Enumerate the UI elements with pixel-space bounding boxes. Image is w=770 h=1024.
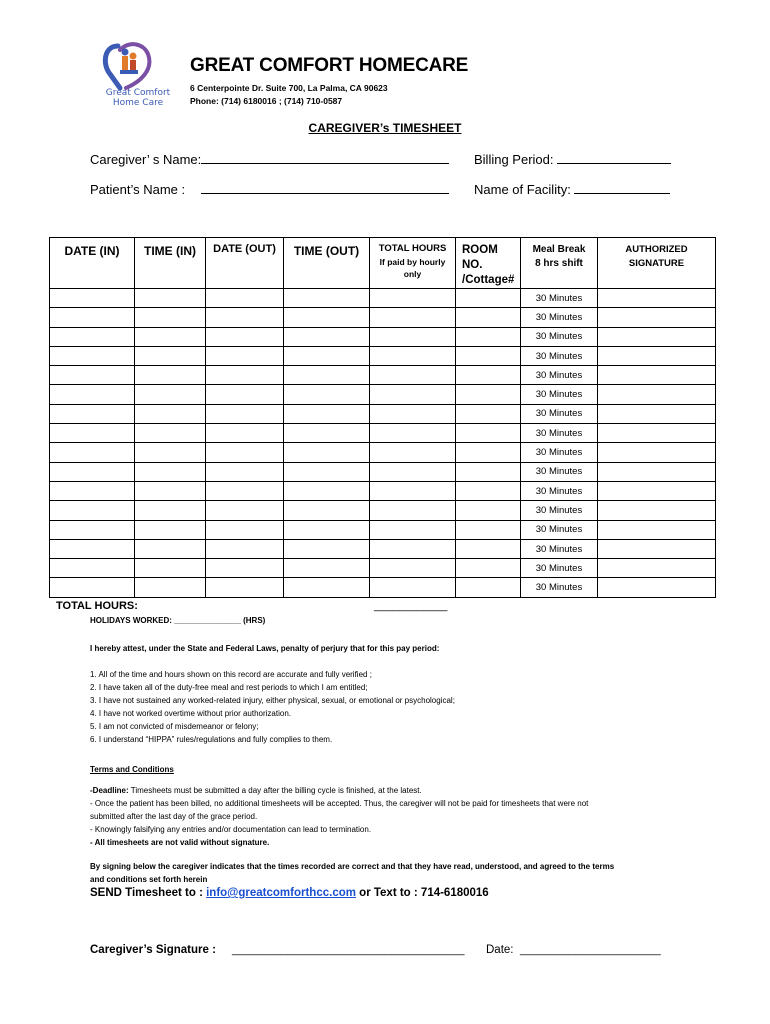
entry-cell[interactable] (206, 366, 284, 385)
entry-cell[interactable] (598, 289, 716, 308)
table-row (50, 308, 716, 327)
entry-cell[interactable] (50, 404, 135, 423)
entry-cell[interactable] (370, 366, 456, 385)
entry-cell[interactable] (456, 481, 521, 500)
entry-cell[interactable] (284, 462, 370, 481)
entry-cell[interactable] (456, 578, 521, 597)
table-row (50, 327, 716, 346)
terms-billed-line1: - Once the patient has been billed, no additional timesheets will be accepted. Thus, the caregiver will not be paid for timesheets that were not (90, 799, 589, 808)
entry-cell[interactable] (50, 559, 135, 578)
entry-cell[interactable] (598, 443, 716, 462)
terms-heading: Terms and Conditions (90, 765, 174, 774)
entry-cell[interactable] (135, 481, 206, 500)
page-title: CAREGIVER’s TIMESHEET (308, 121, 462, 135)
entry-cell[interactable] (135, 366, 206, 385)
entry-cell[interactable] (284, 539, 370, 558)
meal-break-cell: 30 Minutes (521, 539, 598, 558)
col-header-date-out: DATE (OUT) (206, 238, 284, 289)
company-address: 6 Centerpointe Dr. Suite 700, La Palma, CA 90623 (190, 83, 388, 93)
holidays-worked: HOLIDAYS WORKED: _______________ (HRS) (90, 616, 266, 625)
table-row (50, 520, 716, 539)
entry-cell[interactable] (206, 462, 284, 481)
entry-cell[interactable] (206, 443, 284, 462)
entry-cell[interactable] (456, 462, 521, 481)
attestation-item: 3. I have not sustained any worked-related injury, either physical, sexual, or emotional or psychological; (90, 696, 455, 705)
entry-cell[interactable] (135, 501, 206, 520)
entry-cell[interactable] (284, 578, 370, 597)
entry-cell[interactable] (456, 539, 521, 558)
caregiver-signature-line[interactable]: ______________________________________ (232, 944, 465, 956)
total-hours-note: If paid by hourly only (379, 257, 446, 279)
entry-cell[interactable] (598, 520, 716, 539)
entry-cell[interactable] (598, 424, 716, 443)
entry-cell[interactable] (50, 308, 135, 327)
entry-cell[interactable] (370, 520, 456, 539)
entry-cell[interactable] (206, 501, 284, 520)
entry-cell[interactable] (370, 539, 456, 558)
entry-cell[interactable] (135, 424, 206, 443)
table-row (50, 404, 716, 423)
meal-break-cell: 30 Minutes (521, 289, 598, 308)
attestation-list (90, 668, 455, 746)
entry-cell[interactable] (370, 424, 456, 443)
entry-cell[interactable] (206, 308, 284, 327)
company-contact (190, 82, 388, 108)
entry-cell[interactable] (370, 385, 456, 404)
meal-break-cell: 30 Minutes (521, 501, 598, 520)
meal-break-cell: 30 Minutes (521, 520, 598, 539)
logo-text-line2: Home Care (112, 98, 164, 108)
facility-line[interactable] (574, 182, 670, 194)
attestation-intro: I hereby attest, under the State and Federal Laws, penalty of perjury that for this pay period: (90, 644, 440, 653)
entry-cell[interactable] (206, 481, 284, 500)
billing-period-line[interactable] (557, 152, 671, 164)
attestation-item: 4. I have not worked overtime without prior authorization. (90, 709, 291, 718)
col-header-time-out: TIME (OUT) (284, 238, 370, 289)
entry-cell[interactable] (50, 424, 135, 443)
meal-break-cell: 30 Minutes (521, 308, 598, 327)
entry-cell[interactable] (598, 327, 716, 346)
entry-cell[interactable] (370, 559, 456, 578)
entry-cell[interactable] (456, 308, 521, 327)
entry-cell[interactable] (370, 346, 456, 365)
entry-cell[interactable] (50, 289, 135, 308)
entry-cell[interactable] (135, 462, 206, 481)
entry-cell[interactable] (456, 366, 521, 385)
entry-cell[interactable] (456, 385, 521, 404)
entry-cell[interactable] (598, 385, 716, 404)
table-row (50, 346, 716, 365)
patient-name-label: Patient’s Name : (90, 182, 186, 197)
meal-break-cell: 30 Minutes (521, 424, 598, 443)
meal-break-cell: 30 Minutes (521, 327, 598, 346)
entry-cell[interactable] (284, 559, 370, 578)
entry-cell[interactable] (50, 366, 135, 385)
attestation-item: 5. I am not convicted of misdemeanor or felony; (90, 722, 259, 731)
entry-cell[interactable] (598, 462, 716, 481)
entry-cell[interactable] (284, 346, 370, 365)
entry-cell[interactable] (206, 327, 284, 346)
col-header-total-hours: TOTAL HOURS If paid by hourly only (370, 238, 456, 289)
col-header-date-in: DATE (IN) (50, 238, 135, 289)
entry-cell[interactable] (206, 539, 284, 558)
entry-cell[interactable] (206, 520, 284, 539)
billing-period-label: Billing Period: (474, 152, 554, 167)
facility-field[interactable] (474, 182, 670, 197)
entry-cell[interactable] (456, 404, 521, 423)
caregiver-signature-label: Caregiver’s Signature : (90, 944, 216, 956)
entry-cell[interactable] (50, 443, 135, 462)
entry-cell[interactable] (598, 346, 716, 365)
entry-cell[interactable] (135, 559, 206, 578)
company-phone: Phone: (714) 6180016 ; (714) 710-0587 (190, 96, 343, 106)
col-header-signature: AUTHORIZED SIGNATURE (598, 238, 716, 289)
entry-cell[interactable] (370, 481, 456, 500)
entry-cell[interactable] (370, 443, 456, 462)
entry-cell[interactable] (50, 346, 135, 365)
entry-cell[interactable] (598, 501, 716, 520)
entry-cell[interactable] (456, 443, 521, 462)
patient-name-line[interactable] (201, 182, 449, 194)
entry-cell[interactable] (456, 346, 521, 365)
entry-cell[interactable] (284, 308, 370, 327)
entry-cell[interactable] (598, 539, 716, 558)
patient-name-field[interactable] (90, 182, 449, 197)
entry-cell[interactable] (284, 424, 370, 443)
caregiver-name-line[interactable] (201, 152, 449, 164)
entry-cell[interactable] (598, 578, 716, 597)
entry-cell[interactable] (370, 289, 456, 308)
entry-cell[interactable] (135, 404, 206, 423)
entry-cell[interactable] (598, 366, 716, 385)
entry-cell[interactable] (370, 308, 456, 327)
entry-cell[interactable] (456, 559, 521, 578)
company-name: GREAT COMFORT HOMECARE (190, 55, 469, 76)
attestation-item: 1. All of the time and hours shown on this record are accurate and fully verified ; (90, 670, 372, 679)
date-line[interactable]: _______________________ (520, 944, 661, 956)
table-row (50, 481, 716, 500)
entry-cell[interactable] (284, 443, 370, 462)
col-header-meal-break: Meal Break 8 hrs shift (521, 238, 598, 289)
entry-cell[interactable] (284, 520, 370, 539)
entry-cell[interactable] (206, 289, 284, 308)
col-header-room: ROOM NO. /Cottage# (456, 238, 521, 289)
table-row (50, 462, 716, 481)
entry-cell[interactable] (370, 578, 456, 597)
terms-signature-required: - All timesheets are not valid without signature. (90, 838, 270, 847)
entry-cell[interactable] (456, 520, 521, 539)
entry-cell[interactable] (135, 327, 206, 346)
entry-cell[interactable] (598, 404, 716, 423)
send-instructions: SEND Timesheet to : info@greatcomforthcc.com or Text to : 714-6180016 (90, 887, 489, 899)
table-row (50, 443, 716, 462)
entry-cell[interactable] (598, 559, 716, 578)
terms-body (90, 784, 690, 849)
entry-cell[interactable] (598, 308, 716, 327)
entry-cell[interactable] (598, 481, 716, 500)
entry-cell[interactable] (284, 501, 370, 520)
entry-cell[interactable] (135, 385, 206, 404)
meal-break-cell: 30 Minutes (521, 443, 598, 462)
entry-cell[interactable] (284, 327, 370, 346)
col-header-time-in: TIME (IN) (135, 238, 206, 289)
entry-cell[interactable] (135, 308, 206, 327)
entry-cell[interactable] (284, 289, 370, 308)
signing-statement: By signing below the caregiver indicates that the times recorded are correct and that they have read, understood, and agreed to the terms and conditions set forth herein (90, 862, 615, 884)
entry-cell[interactable] (370, 404, 456, 423)
table-row (50, 539, 716, 558)
entry-cell[interactable] (284, 385, 370, 404)
meal-break-cell: 30 Minutes (521, 462, 598, 481)
meal-break-cell: 30 Minutes (521, 559, 598, 578)
email-link[interactable]: info@greatcomforthcc.com (206, 887, 356, 899)
entry-cell[interactable] (50, 462, 135, 481)
attestation-item: 2. I have taken all of the duty-free meal and rest periods to which I am entitled; (90, 683, 368, 692)
entry-cell[interactable] (50, 501, 135, 520)
terms-falsify: - Knowingly falsifying any entries and/or documentation can lead to termination. (90, 825, 372, 834)
total-hours-label: TOTAL HOURS: (56, 600, 138, 612)
table-row (50, 578, 716, 597)
meal-break-cell: 30 Minutes (521, 366, 598, 385)
table-row (50, 289, 716, 308)
entry-cell[interactable] (50, 539, 135, 558)
entry-cell[interactable] (206, 559, 284, 578)
entry-cell[interactable] (50, 578, 135, 597)
entry-cell[interactable] (370, 501, 456, 520)
entry-cell[interactable] (456, 289, 521, 308)
entry-cell[interactable] (284, 404, 370, 423)
meal-break-cell: 30 Minutes (521, 481, 598, 500)
entry-cell[interactable] (206, 385, 284, 404)
meal-break-cell: 30 Minutes (521, 404, 598, 423)
attestation-item: 6. I understand “HIPPA” rules/regulations and fully complies to them. (90, 735, 333, 744)
facility-label: Name of Facility: (474, 182, 571, 197)
entry-cell[interactable] (206, 346, 284, 365)
entry-cell[interactable] (456, 501, 521, 520)
table-row (50, 385, 716, 404)
table-row (50, 501, 716, 520)
table-row (50, 559, 716, 578)
company-logo (96, 36, 176, 116)
entry-cell[interactable] (135, 578, 206, 597)
entry-cell[interactable] (135, 443, 206, 462)
entry-cell[interactable] (370, 462, 456, 481)
entry-cell[interactable] (50, 385, 135, 404)
entry-cell[interactable] (135, 539, 206, 558)
entry-cell[interactable] (135, 346, 206, 365)
meal-break-cell: 30 Minutes (521, 385, 598, 404)
entry-cell[interactable] (284, 366, 370, 385)
table-row (50, 366, 716, 385)
entry-cell[interactable] (456, 327, 521, 346)
terms-billed-line2: submitted after the last day of the grace period. (90, 812, 258, 821)
table-row (50, 424, 716, 443)
entry-cell[interactable] (370, 327, 456, 346)
billing-period-field[interactable] (474, 152, 671, 167)
entry-cell[interactable] (456, 424, 521, 443)
entry-cell[interactable] (50, 481, 135, 500)
caregiver-name-label: Caregiver’ s Name: (90, 152, 202, 167)
entry-cell[interactable] (50, 520, 135, 539)
table-header-row (50, 238, 716, 289)
entry-cell[interactable] (206, 578, 284, 597)
meal-break-cell: 30 Minutes (521, 346, 598, 365)
terms-deadline: -Deadline: Timesheets must be submitted a day after the billing cycle is finished, at the latest. (90, 786, 422, 795)
entry-cell[interactable] (284, 481, 370, 500)
entry-cell[interactable] (135, 289, 206, 308)
logo-text-line1: Great Comfort (105, 88, 171, 98)
total-hours-line[interactable]: ____________ (374, 600, 448, 612)
entry-cell[interactable] (50, 327, 135, 346)
timesheet-table (49, 237, 716, 598)
entry-cell[interactable] (206, 404, 284, 423)
entry-cell[interactable] (206, 424, 284, 443)
caregiver-name-field[interactable] (90, 152, 449, 167)
entry-cell[interactable] (135, 520, 206, 539)
meal-break-cell: 30 Minutes (521, 578, 598, 597)
date-label: Date: (486, 944, 514, 956)
